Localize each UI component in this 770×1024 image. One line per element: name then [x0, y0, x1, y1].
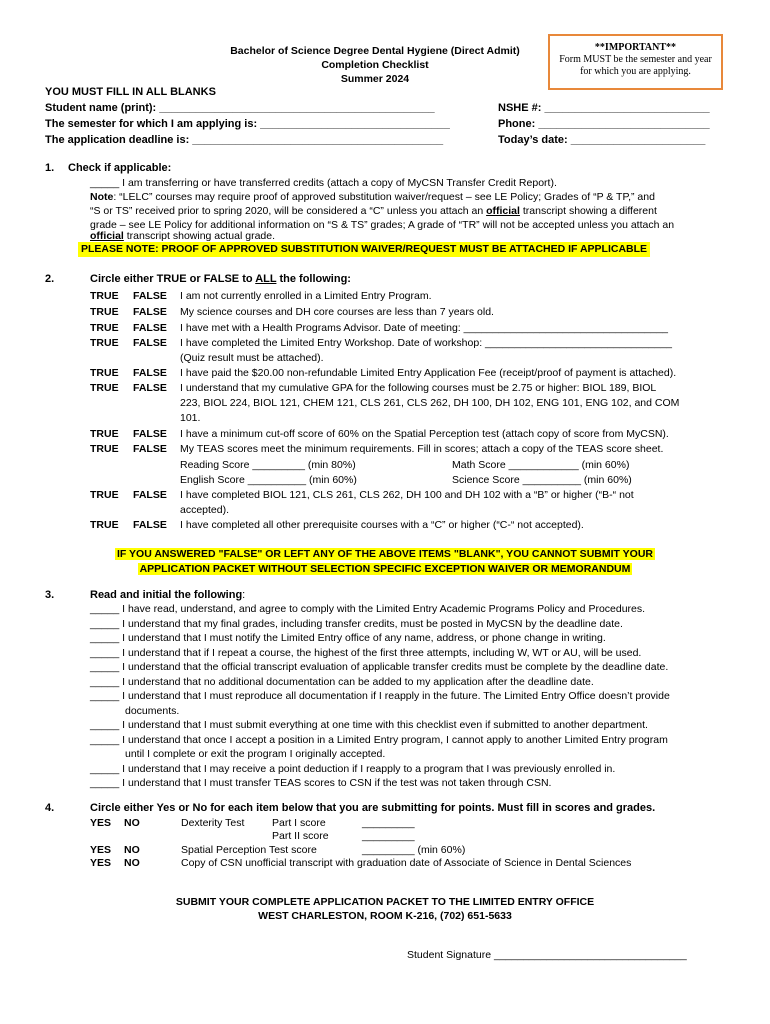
initial-list — [0, 602, 770, 792]
official-emphasis: official — [486, 205, 520, 217]
false-option[interactable]: FALSE — [133, 290, 167, 302]
document-title — [200, 44, 550, 86]
reading-score-field[interactable]: Reading Score _________ (min 80%) — [180, 459, 356, 471]
initial-item-continued: until I complete or exit the program I originally accepted. — [125, 748, 386, 760]
semester-field[interactable]: The semester for which I am applying is: _______________________________ — [45, 118, 450, 130]
section-1-title: Check if applicable: — [68, 162, 172, 174]
student-signature-field[interactable]: Student Signature _________________________________ — [407, 949, 687, 961]
note-text-2a: “S or TS” received prior to spring 2020, will be considered a “C” unless you attach an — [90, 205, 487, 217]
note-text-1: : “LELC” courses may require proof of approved substitution waiver/request – see LE Policy; Grades of “P & TP,” and — [113, 191, 655, 203]
transcript-label: Copy of CSN unofficial transcript with graduation date of Associate of Science in Dental Sciences — [181, 857, 632, 869]
initial-item[interactable]: _____ I understand that I must submit everything at one time with this checklist even if submitted to another department. — [90, 719, 648, 731]
false-option[interactable]: FALSE — [133, 443, 167, 455]
note-line-2 — [90, 204, 657, 219]
true-false-list — [0, 289, 770, 539]
title-line-3: Summer 2024 — [340, 73, 410, 85]
true-option[interactable]: TRUE — [90, 443, 119, 455]
initial-item[interactable]: _____ I understand that I must transfer TEAS scores to CSN if the test was not taken through CSN. — [90, 777, 552, 789]
part2-score-field[interactable]: _________ — [362, 830, 415, 842]
section-1-number: 1. — [45, 162, 55, 174]
true-option[interactable]: TRUE — [90, 322, 119, 334]
important-line-2: for which you are applying. — [580, 66, 691, 77]
false-option[interactable]: FALSE — [133, 322, 167, 334]
submit-line-2: WEST CHARLESTON, ROOM K-216, (702) 651-5633 — [258, 910, 512, 922]
true-option[interactable]: TRUE — [90, 382, 119, 394]
tf-statement-continued: 101. — [180, 412, 201, 424]
important-line-1: Form MUST be the semester and year — [559, 54, 712, 65]
tf-statement: My TEAS scores meet the minimum requirements. Fill in scores; attach a copy of the TEAS score sheet. — [180, 443, 664, 455]
transfer-checkbox-line[interactable]: _____ I am transferring or have transferred credits (attach a copy of MyCSN Transfer Credit Report). — [90, 177, 557, 189]
note-label: Note — [90, 191, 114, 203]
tf-statement: I understand that my cumulative GPA for the following courses must be 2.75 or higher: BIOL 189, BIOL — [180, 382, 657, 394]
initial-item[interactable]: _____ I understand that I must reproduce all documentation if I reapply in the future. The Limited Entry Office doesn’t provide — [90, 690, 670, 702]
phone-field[interactable]: Phone: ____________________________ — [498, 118, 710, 130]
true-option[interactable]: TRUE — [90, 489, 119, 501]
false-option[interactable]: FALSE — [133, 489, 167, 501]
title-line-2: Completion Checklist — [321, 59, 429, 71]
deadline-field[interactable]: The application deadline is: _________________________________________ — [45, 134, 444, 146]
false-option[interactable]: FALSE — [133, 306, 167, 318]
note-text-2c: transcript showing a different — [519, 205, 657, 217]
submit-line-1: SUBMIT YOUR COMPLETE APPLICATION PACKET TO THE LIMITED ENTRY OFFICE — [175, 896, 595, 908]
section-3-title — [90, 589, 245, 601]
tf-statement: I have a minimum cut-off score of 60% on the Spatial Perception test (attach copy of score from MyCSN). — [180, 428, 669, 440]
section-4-number: 4. — [45, 802, 55, 814]
spatial-label: Spatial Perception Test score — [181, 844, 317, 856]
tf-statement: My science courses and DH core courses are less than 7 years old. — [180, 306, 494, 318]
fill-heading: YOU MUST FILL IN ALL BLANKS — [45, 86, 216, 98]
initial-item[interactable]: _____ I understand that no additional documentation can be added to my application after the deadline date. — [90, 675, 594, 688]
no-option[interactable]: NO — [124, 857, 140, 869]
science-score-field[interactable]: Science Score __________ (min 60%) — [452, 474, 632, 486]
false-option[interactable]: FALSE — [133, 382, 167, 394]
title-line-1: Bachelor of Science Degree Dental Hygiene (Direct Admit) — [230, 45, 520, 57]
section-2-number: 2. — [45, 273, 55, 285]
important-box — [548, 34, 723, 90]
false-option[interactable]: FALSE — [133, 367, 167, 379]
part1-score-field[interactable]: _________ — [362, 817, 415, 829]
true-option[interactable]: TRUE — [90, 428, 119, 440]
note-line-3: grade – see LE Policy for additional information on “S & TS” grades; A grade of “TR” will not be accepted unless you attach an — [90, 219, 675, 231]
true-option[interactable]: TRUE — [90, 337, 119, 349]
initial-item[interactable]: _____ I understand that I must notify the Limited Entry office of any name, address, or phone change in writing. — [90, 632, 606, 644]
part1-label: Part I score — [272, 817, 326, 829]
substitution-notice: PLEASE NOTE: PROOF OF APPROVED SUBSTITUTION WAIVER/REQUEST MUST BE ATTACHED IF APPLICABLE — [78, 242, 650, 257]
true-option[interactable]: TRUE — [90, 306, 119, 318]
tf-statement: I have paid the $20.00 non-refundable Limited Entry Application Fee (receipt/proof of payment is attached). — [180, 367, 677, 379]
section-3-number: 3. — [45, 589, 55, 601]
section-4-title: Circle either Yes or No for each item below that you are submitting for points. Must fill in scores and grades. — [90, 802, 656, 814]
initial-item[interactable]: _____ I understand that once I accept a position in a Limited Entry program, I cannot apply to another Limited Entry program — [90, 733, 668, 746]
yes-option[interactable]: YES — [90, 844, 112, 856]
section-3-title-text: Read and initial the following — [90, 589, 243, 601]
student-name-field[interactable]: Student name (print): _____________________________________________ — [45, 102, 435, 114]
warning-line-2: APPLICATION PACKET WITHOUT SELECTION SPECIFIC EXCEPTION WAIVER OR MEMORANDUM — [139, 562, 631, 575]
true-option[interactable]: TRUE — [90, 290, 119, 302]
initial-item-continued: documents. — [125, 704, 180, 717]
spatial-score-field[interactable]: _________ (min 60%) — [362, 844, 466, 856]
section-2-title-all: ALL — [255, 273, 277, 285]
tf-statement: I am not currently enrolled in a Limited Entry Program. — [180, 290, 432, 302]
no-option[interactable]: NO — [124, 817, 140, 829]
submit-instructions — [0, 895, 770, 923]
dexterity-label: Dexterity Test — [181, 817, 245, 829]
english-score-field[interactable]: English Score __________ (min 60%) — [180, 474, 357, 486]
math-score-field[interactable]: Math Score ____________ (min 60%) — [452, 459, 630, 471]
initial-item[interactable]: _____ I understand that the official transcript evaluation of applicable transfer credits must be complete by the deadline date. — [90, 661, 669, 673]
part2-label: Part II score — [272, 830, 329, 842]
no-option[interactable]: NO — [124, 844, 140, 856]
section-2-title-a: Circle either TRUE or FALSE to — [90, 273, 256, 285]
nshe-field[interactable]: NSHE #: ___________________________ — [498, 102, 710, 114]
section-2-title-c: the following: — [276, 273, 351, 285]
false-warning — [0, 547, 770, 576]
important-heading: **IMPORTANT** — [594, 42, 677, 53]
official-emphasis-2: official — [90, 230, 124, 242]
true-option[interactable]: TRUE — [90, 519, 119, 531]
initial-item[interactable]: _____ I understand that I may receive a point deduction if I reapply to a program that I was previously enrolled in. — [90, 762, 616, 775]
section-2-title — [90, 273, 351, 285]
note-line-1 — [90, 190, 655, 205]
tf-statement[interactable]: I have completed the Limited Entry Workshop. Date of workshop: ________________________________ — [180, 337, 672, 349]
initial-item[interactable]: _____ I understand that my final grades, including transfer credits, must be posted in MyCSN by the deadline date. — [90, 617, 623, 630]
tf-statement-continued: (Quiz result must be attached). — [180, 352, 324, 364]
initial-item[interactable]: _____ I understand that if I repeat a course, the highest of the first three attempts, including W, WT or AU, will be used. — [90, 646, 642, 659]
false-option[interactable]: FALSE — [133, 337, 167, 349]
tf-statement-continued: 223, BIOL 224, BIOL 121, CHEM 121, CLS 261, CLS 262, DH 100, DH 102, ENG 101, ENG 102, and COM — [180, 397, 680, 409]
section-3-colon: : — [242, 589, 246, 601]
false-option[interactable]: FALSE — [133, 519, 167, 531]
yes-option[interactable]: YES — [90, 817, 112, 829]
tf-statement: I have completed BIOL 121, CLS 261, CLS 262, DH 100 and DH 102 with a “B” or higher (“B-“ not — [180, 489, 634, 501]
today-date-field[interactable]: Today’s date: ______________________ — [498, 134, 706, 146]
points-list — [0, 816, 770, 876]
tf-statement-continued: accepted). — [180, 504, 230, 516]
note-text-4b: transcript showing actual grade. — [123, 230, 276, 242]
yes-option[interactable]: YES — [90, 857, 112, 869]
warning-line-1: IF YOU ANSWERED "FALSE" OR LEFT ANY OF THE ABOVE ITEMS "BLANK", YOU CANNOT SUBMIT YOUR — [117, 548, 653, 560]
true-option[interactable]: TRUE — [90, 367, 119, 379]
tf-statement[interactable]: I have met with a Health Programs Advisor. Date of meeting: ___________________________________ — [180, 322, 669, 334]
false-option[interactable]: FALSE — [133, 428, 167, 440]
tf-statement: I have completed all other prerequisite courses with a “C” or higher (“C-“ not accepted). — [180, 519, 584, 531]
initial-item[interactable]: _____ I have read, understand, and agree to comply with the Limited Entry Academic Programs Policy and Procedures. — [90, 603, 646, 615]
